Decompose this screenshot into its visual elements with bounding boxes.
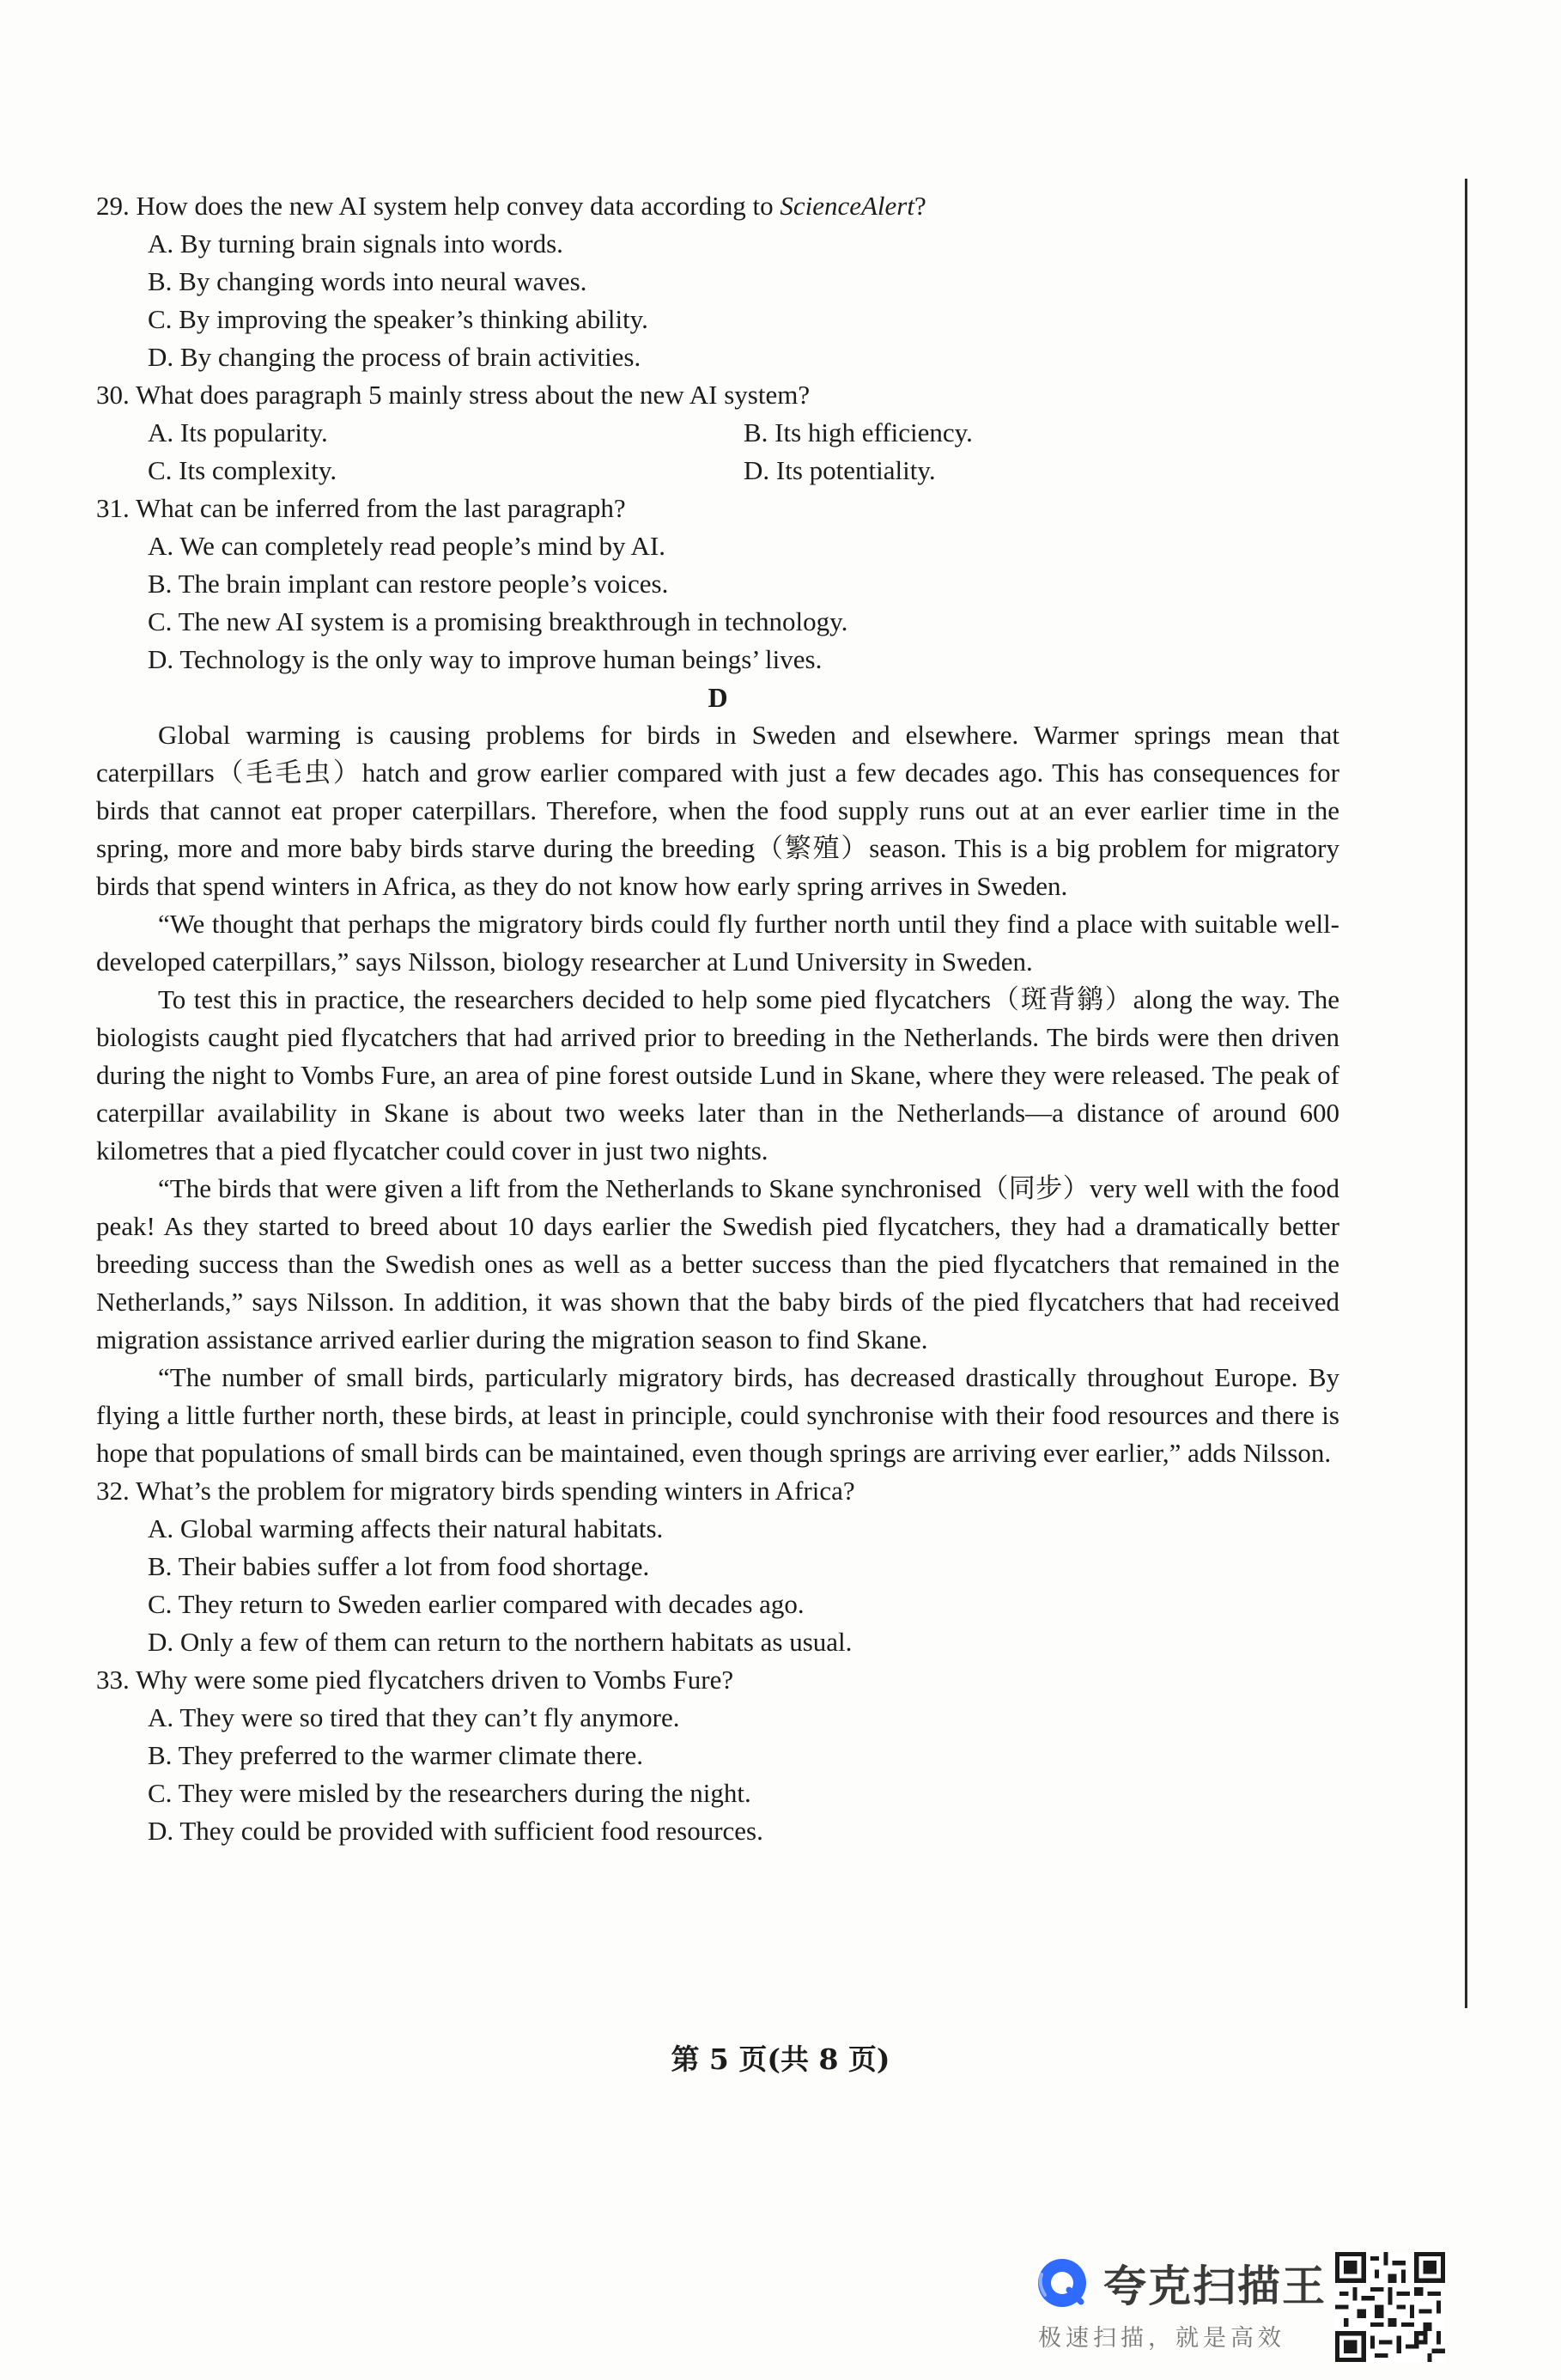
option-d: D. Its potentiality. [744, 455, 936, 485]
question-30 [96, 376, 1339, 490]
question-29 [96, 187, 1339, 376]
option-d: D. They could be provided with sufficient food resources. [148, 1816, 763, 1846]
option-a: A. We can completely read people’s mind by AI. [148, 531, 665, 561]
passage-paragraph: “The number of small birds, particularly migratory birds, has decreased drastically throughout Europe. By flying a little further north, these birds, at least in principle, could synchronise with their food resources and there is hope that populations of small birds can be maintained, even though springs are arriving ever earlier,” adds Nilsson. [96, 1362, 1339, 1468]
option-d: D. Technology is the only way to improve human beings’ lives. [148, 644, 823, 674]
exam-page-content [96, 187, 1339, 1850]
question-stem: 29. How does the new AI system help convey data according to ScienceAlert? [96, 191, 926, 221]
option-b: B. By changing words into neural waves. [148, 266, 587, 296]
app-slogan: 极速扫描，就是高效 [1038, 2325, 1285, 2352]
option-c: C. They return to Sweden earlier compared with decades ago. [148, 1589, 805, 1619]
scanner-watermark [1035, 2249, 1344, 2352]
question-32 [96, 1472, 1339, 1661]
question-stem: 30. What does paragraph 5 mainly stress about the new AI system? [96, 380, 811, 410]
question-33 [96, 1661, 1339, 1850]
option-a: A. Its popularity. [148, 417, 328, 447]
quark-logo-icon [1035, 2255, 1090, 2310]
question-stem: 31. What can be inferred from the last paragraph? [96, 493, 626, 523]
option-b: B. Their babies suffer a lot from food shortage. [148, 1551, 650, 1581]
option-b: B. Its high efficiency. [744, 417, 973, 447]
passage-paragraph: “We thought that perhaps the migratory birds could fly further north until they find a place with suitable well-developed caterpillars,” says Nilsson, biology researcher at Lund University in Sweden. [96, 909, 1339, 977]
passage-paragraph: To test this in practice, the researchers decided to help some pied flycatchers（斑背鹟）along the way. The biologists caught pied flycatchers that had arrived prior to breeding in the Netherlands. The birds were then driven during the night to Vombs Fure, an area of pine forest outside Lund in Skane, where they were released. The peak of caterpillar availability in Skane is about two weeks later than in the Netherlands—a distance of around 600 kilometres that a pied flycatcher could cover in just two nights. [96, 984, 1339, 1166]
option-c: C. They were misled by the researchers during the night. [148, 1778, 751, 1808]
question-31 [96, 490, 1339, 679]
option-c: C. Its complexity. [148, 455, 337, 485]
option-b: B. They preferred to the warmer climate there. [148, 1740, 643, 1770]
option-d: D. Only a few of them can return to the northern habitats as usual. [148, 1627, 853, 1657]
question-stem: 32. What’s the problem for migratory birds spending winters in Africa? [96, 1476, 855, 1506]
option-b: B. The brain implant can restore people’s voices. [148, 569, 669, 599]
question-stem: 33. Why were some pied flycatchers driven to Vombs Fure? [96, 1665, 734, 1695]
app-name: 夸克扫描王 [1103, 2261, 1327, 2311]
option-a: A. They were so tired that they can’t fly anymore. [148, 1702, 680, 1732]
option-c: C. By improving the speaker’s thinking ability. [148, 304, 648, 334]
margin-rule [1465, 179, 1467, 2008]
option-d: D. By changing the process of brain activities. [148, 342, 641, 372]
page-number: 第 5 页(共 8 页) [671, 2042, 890, 2076]
passage-paragraph: Global warming is causing problems for birds in Sweden and elsewhere. Warmer springs mean that caterpillars（毛毛虫）hatch and grow earlier compared with just a few decades ago. This has consequences for birds that cannot eat proper caterpillars. Therefore, when the food supply runs out at an ever earlier time in the spring, more and more baby birds starve during the breeding（繁殖）season. This is a big problem for migratory birds that spend winters in Africa, as they do not know how early spring arrives in Sweden. [96, 720, 1339, 901]
option-c: C. The new AI system is a promising breakthrough in technology. [148, 606, 848, 636]
section-title: D [708, 682, 728, 713]
qr-code-icon [1335, 2252, 1445, 2362]
option-a: A. By turning brain signals into words. [148, 228, 563, 259]
option-a: A. Global warming affects their natural habitats. [148, 1513, 664, 1543]
option-row [96, 452, 1339, 490]
passage-paragraph: “The birds that were given a lift from the Netherlands to Skane synchronised（同步）very well with the food peak! As they started to breed about 10 days earlier the Swedish pied flycatchers, they had a dramatically better breeding success than the Swedish ones as well as a better success than the pied flycatchers that remained in the Netherlands,” says Nilsson. In addition, it was shown that the baby birds of the pied flycatchers that had received migration assistance arrived earlier during the migration season to find Skane. [96, 1173, 1339, 1354]
option-row [96, 414, 1339, 452]
